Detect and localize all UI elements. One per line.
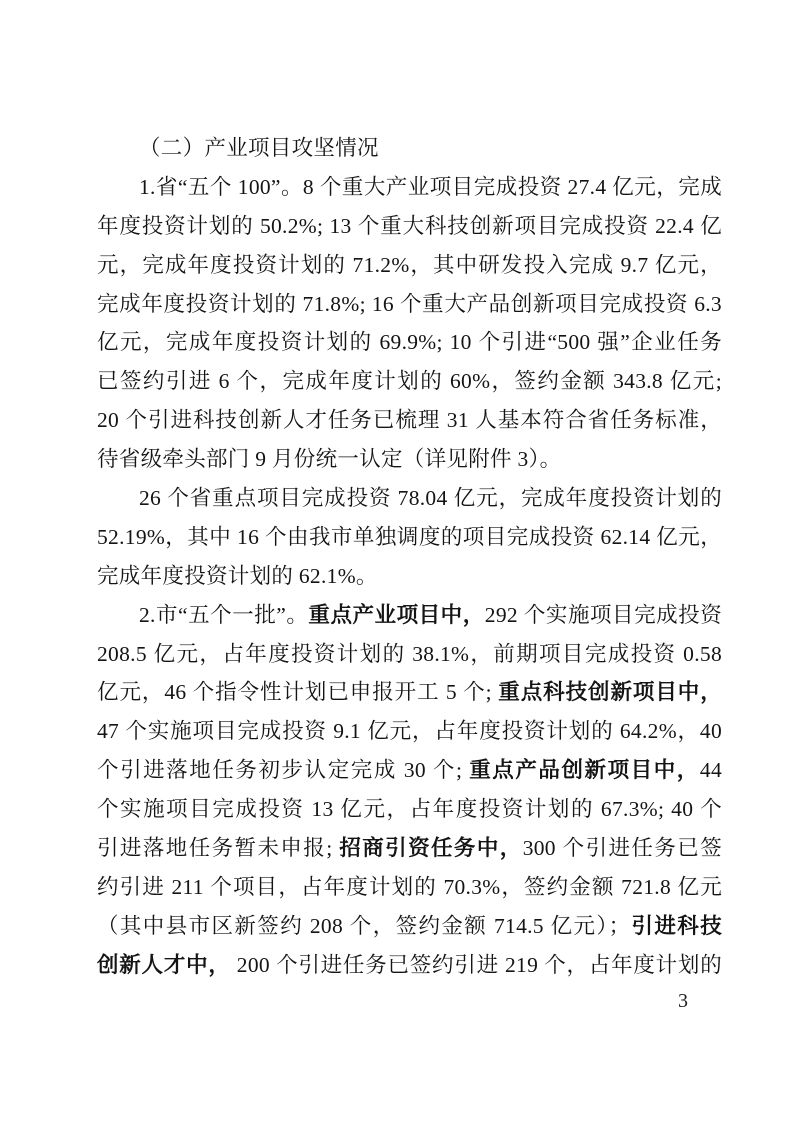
text-line	[97, 868, 722, 907]
text-segment: 已签约引进 6 个，完成年度计划的 60%，签约金额 343.8 亿元;	[97, 369, 722, 394]
text-segment: 47 个实施项目完成投资 9.1 亿元，占年度投资计划的 64.2%，40	[97, 719, 722, 744]
text-segment: 208.5 亿元，占年度投资计划的 38.1%，前期项目完成投资 0.58	[97, 641, 722, 666]
text-segment: 200 个引进任务已签约引进 219 个，占年度计划的	[230, 952, 722, 977]
text-line	[97, 751, 722, 790]
text-line	[97, 829, 722, 868]
text-segment: 完成年度投资计划的 71.8%; 16 个重大产品创新项目完成投资 6.3	[97, 291, 722, 316]
text-line	[97, 673, 722, 712]
text-segment: 引进落地任务暂未申报;	[97, 836, 340, 861]
text-segment: 个引进落地任务初步认定完成 30 个;	[97, 758, 470, 783]
text-line	[97, 557, 722, 596]
text-segment: 1.省“五个 100”。8 个重大产业项目完成投资 27.4 亿元，完成	[139, 174, 722, 199]
text-line	[97, 479, 722, 518]
bold-text-segment: 重点产品创新项目中，	[469, 758, 700, 783]
text-line	[97, 596, 722, 635]
text-line	[97, 168, 722, 207]
document-content	[97, 129, 722, 985]
text-line	[97, 401, 722, 440]
text-line	[97, 907, 722, 946]
section-heading	[97, 129, 722, 168]
text-segment: 52.19%，其中 16 个由我市单独调度的项目完成投资 62.14 亿元，	[97, 524, 722, 549]
text-segment: （其中县市区新签约 208 个，签约金额 714.5 亿元）；	[97, 913, 631, 938]
text-segment: 2.市“五个一批”。	[139, 602, 309, 627]
text-segment: 个实施项目完成投资 13 亿元，占年度投资计划的 67.3%; 40 个	[97, 797, 722, 822]
bold-text-segment: 引进科技	[630, 913, 722, 938]
text-line	[97, 285, 722, 324]
text-line	[97, 790, 722, 829]
text-segment: 亿元，46 个指令性计划已申报开工 5 个;	[97, 680, 499, 705]
text-segment: 26 个省重点项目完成投资 78.04 亿元，完成年度投资计划的	[139, 486, 722, 511]
text-line	[97, 440, 722, 479]
bold-text-segment: 创新人才中，	[97, 952, 231, 977]
text-line	[97, 518, 722, 557]
text-segment: 约引进 211 个项目，占年度计划的 70.3%，签约金额 721.8 亿元	[97, 874, 722, 899]
text-line	[97, 362, 722, 401]
text-segment: 亿元，完成年度投资计划的 69.9%; 10 个引进“500 强”企业任务	[97, 330, 722, 355]
text-line	[97, 323, 722, 362]
text-line	[97, 246, 722, 285]
text-segment: 完成年度投资计划的 62.1%。	[97, 563, 378, 588]
text-segment: （二）产业项目攻坚情况	[139, 136, 379, 160]
text-segment: 20 个引进科技创新人才任务已梳理 31 人基本符合省任务标准，	[97, 408, 722, 433]
text-segment: 292 个实施项目完成投资	[484, 602, 723, 627]
text-segment: 待省级牵头部门 9 月份统一认定（详见附件 3）。	[97, 447, 562, 472]
text-segment: 44	[699, 758, 722, 783]
text-line	[97, 712, 722, 751]
text-line	[97, 635, 722, 674]
text-line	[97, 207, 722, 246]
bold-text-segment: 招商引资任务中，	[339, 836, 523, 861]
bold-text-segment: 重点产业项目中，	[308, 602, 485, 627]
text-segment: 年度投资计划的 50.2%; 13 个重大科技创新项目完成投资 22.4 亿	[97, 213, 722, 238]
bold-text-segment: 重点科技创新项目中，	[498, 680, 722, 705]
page-number: 3	[678, 990, 688, 1012]
text-line	[97, 946, 722, 985]
text-segment: 300 个引进任务已签	[522, 836, 722, 861]
text-segment: 元，完成年度投资计划的 71.2%，其中研发投入完成 9.7 亿元，	[97, 252, 722, 277]
